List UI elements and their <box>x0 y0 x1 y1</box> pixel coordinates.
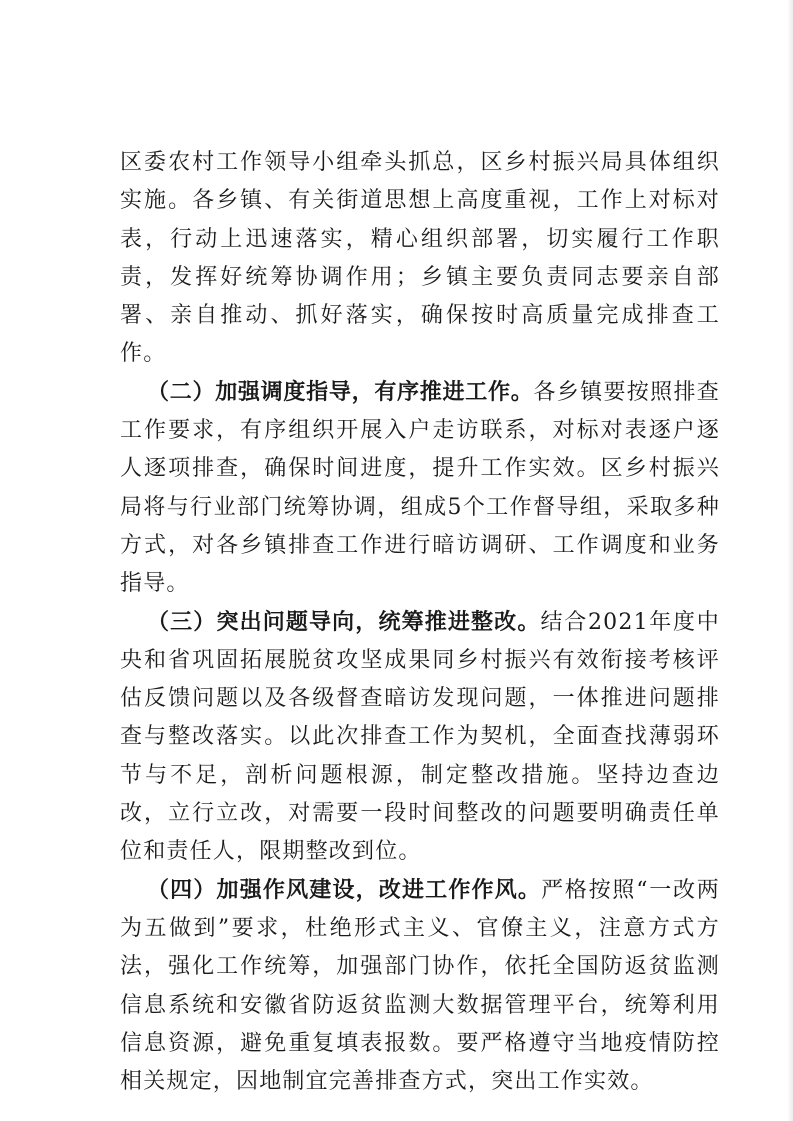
section-two-heading: （二）加强调度指导，有序推进工作。 <box>147 379 534 405</box>
section-two-paragraph <box>120 374 720 604</box>
section-four-paragraph <box>120 872 720 1102</box>
section-three-heading: （三）突出问题导向，统筹推进整改。 <box>147 609 541 635</box>
scan-edge-shadow <box>787 0 793 1121</box>
section-three-text: 结合2021年度中央和省巩固拓展脱贫攻坚成果同乡村振兴有效衔接考核评估反馈问题以及各级督查暗访发现问题，一体推进问题排查与整改落实。以此次排查工作为契机，全面查找薄弱环节与不足，剖析问题根源，制定整改措施。坚持边查边改，立行立改，对需要一段时间整改的问题要明确责任单位和责任人，限期整改到位。 <box>120 609 721 865</box>
section-two-text: 各乡镇要按照排查工作要求，有序组织开展入户走访联系，对标对表逐户逐人逐项排查，确保时间进度，提升工作实效。区乡村振兴局将与行业部门统筹协调，组成5个工作督导组，采取多种方式，对各乡镇排查工作进行暗访调研、工作调度和业务指导。 <box>120 379 720 597</box>
paragraph-continuation <box>120 144 720 374</box>
section-four-heading: （四）加强作风建设，改进工作作风。 <box>147 877 542 903</box>
section-three-paragraph <box>120 604 720 872</box>
paragraph-text: 区委农村工作领导小组牵头抓总，区乡村振兴局具体组织实施。各乡镇、有关街道思想上高度重视，工作上对标对表，行动上迅速落实，精心组织部署，切实履行工作职责，发挥好统筹协调作用；乡镇主要负责同志要亲自部署、亲自推动、抓好落实，确保按时高质量完成排查工作。 <box>120 150 720 367</box>
section-four-text: 严格按照“一改两为五做到”要求，杜绝形式主义、官僚主义，注意方式方法，强化工作统筹，加强部门协作，依托全国防返贫监测信息系统和安徽省防返贫监测大数据管理平台，统筹利用信息资源，避免重复填表报数。要严格遵守当地疫情防控相关规定，因地制宜完善排查方式，突出工作实效。 <box>120 877 720 1095</box>
document-body <box>120 144 720 1101</box>
